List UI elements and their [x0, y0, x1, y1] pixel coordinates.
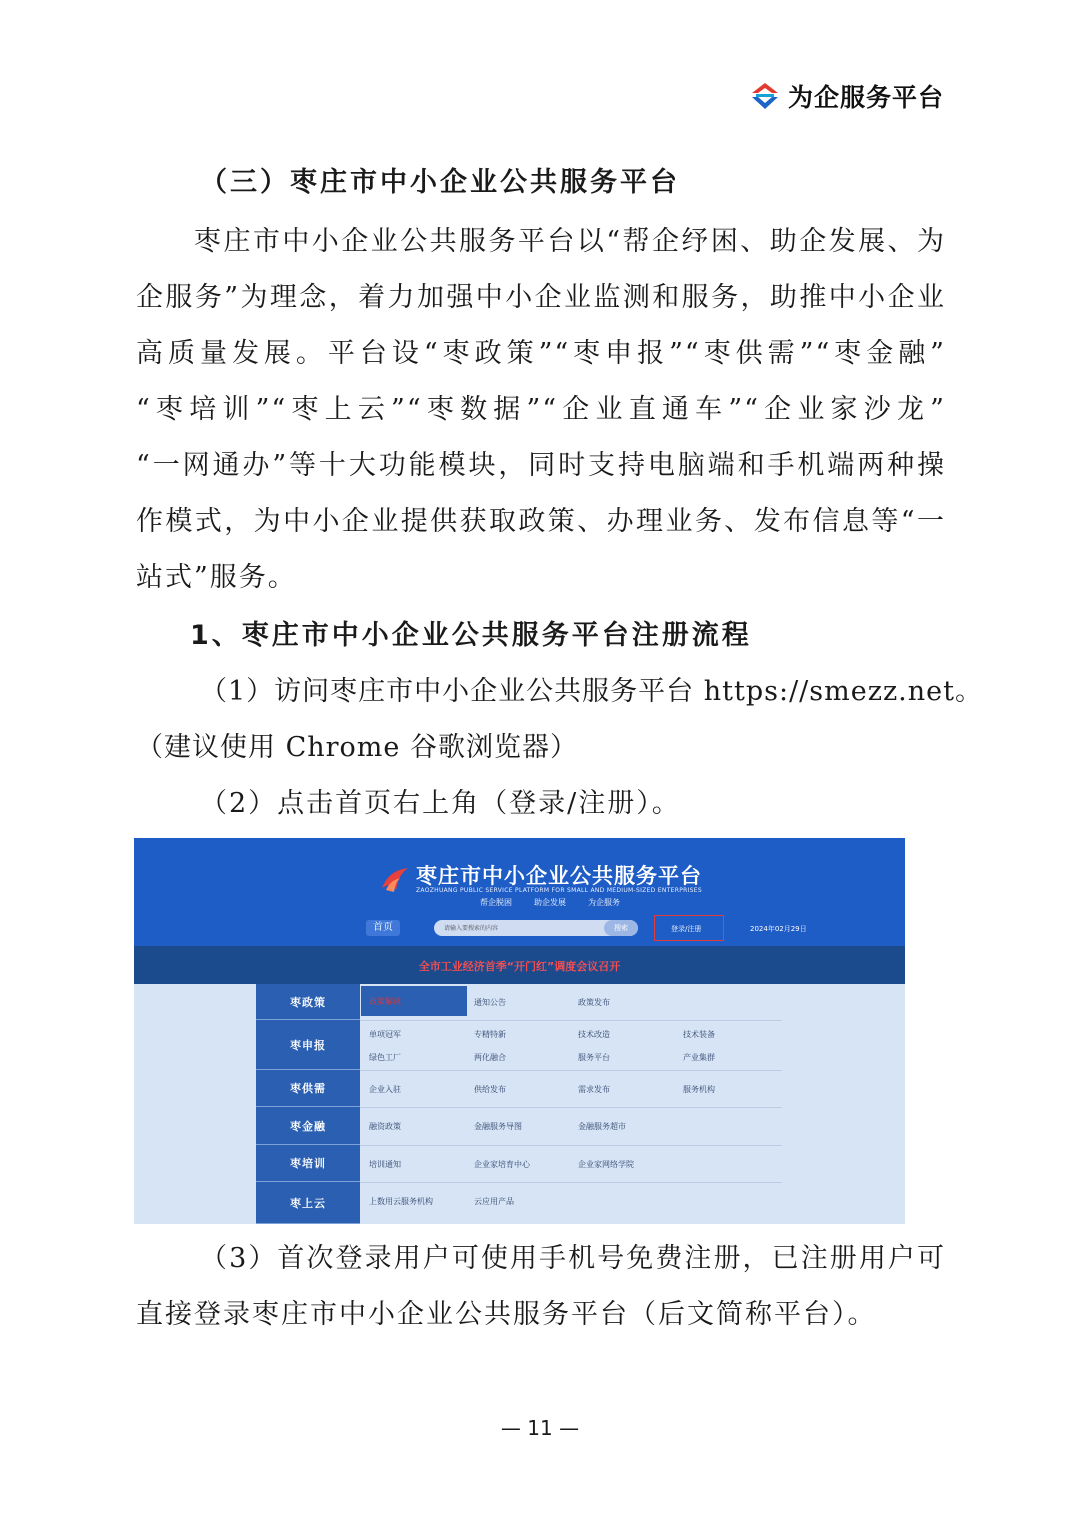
- module-category[interactable]: 枣供需: [256, 1070, 360, 1107]
- module-row: [256, 1145, 782, 1183]
- menu-item[interactable]: 技术改造: [578, 1030, 610, 1039]
- menu-item[interactable]: 单项冠军: [369, 1030, 401, 1039]
- site-header: [134, 838, 905, 946]
- paragraph-line: “枣培训”“枣上云”“枣数据”“企业直通车”“企业家沙龙”: [136, 394, 946, 425]
- site-slogans: [480, 897, 620, 908]
- module-menu: [256, 984, 782, 1224]
- module-row: [256, 1107, 782, 1146]
- home-button[interactable]: 首页: [366, 920, 400, 936]
- site-subtitle: ZAOZHUANG PUBLIC SERVICE PLATFORM FOR SMALL AND MEDIUM-SIZED ENTERPRISES: [416, 887, 702, 894]
- paragraph-line: 枣庄市中小企业公共服务平台以“帮企纾困、助企发展、为: [194, 226, 946, 257]
- paragraph-line: 高质量发展。平台设“枣政策”“枣申报”“枣供需”“枣金融”: [136, 338, 946, 369]
- paragraph-line: “一网通办”等十大功能模块，同时支持电脑端和手机端两种操: [136, 450, 946, 481]
- menu-item[interactable]: 金融服务导图: [474, 1122, 522, 1131]
- platform-logo-icon: [748, 79, 782, 113]
- login-register-label: 登录/注册: [671, 925, 702, 933]
- menu-item[interactable]: 通知公告: [474, 998, 506, 1007]
- site-date: 2024年02月29日: [750, 925, 807, 933]
- module-category[interactable]: 枣申报: [256, 1020, 360, 1070]
- active-menu-item[interactable]: [361, 986, 467, 1016]
- paragraph-line: 作模式，为中小企业提供获取政策、办理业务、发布信息等“一: [136, 506, 946, 537]
- menu-item[interactable]: 企业家网络学院: [578, 1160, 634, 1169]
- module-category[interactable]: 枣培训: [256, 1145, 360, 1182]
- module-row: [256, 1182, 782, 1224]
- news-banner[interactable]: [134, 946, 905, 984]
- login-register-button[interactable]: [654, 915, 724, 941]
- platform-screenshot: [134, 838, 905, 1224]
- menu-item[interactable]: 绿色工厂: [369, 1053, 401, 1062]
- page-number: — 11 —: [500, 1416, 580, 1440]
- search-button[interactable]: 搜索: [604, 920, 638, 936]
- site-title: 枣庄市中小企业公共服务平台: [416, 864, 702, 888]
- paragraph-line: 企服务”为理念，着力加强中小企业监测和服务，助推中小企业: [136, 282, 946, 313]
- menu-item[interactable]: 服务机构: [683, 1085, 715, 1094]
- search-input[interactable]: [434, 920, 638, 936]
- menu-item[interactable]: 培训通知: [369, 1160, 401, 1169]
- module-row: [256, 1020, 782, 1071]
- menu-item[interactable]: 两化融合: [474, 1053, 506, 1062]
- site-logo-icon: [380, 864, 410, 894]
- step-1-note: （建议使用 Chrome 谷歌浏览器）: [136, 732, 578, 763]
- module-category[interactable]: 枣上云: [256, 1182, 360, 1224]
- menu-item[interactable]: 融资政策: [369, 1122, 401, 1131]
- paragraph-line: 站式”服务。: [136, 562, 297, 593]
- menu-item[interactable]: 企业家培育中心: [474, 1160, 530, 1169]
- menu-item[interactable]: 需求发布: [578, 1085, 610, 1094]
- menu-item[interactable]: 技术装备: [683, 1030, 715, 1039]
- step-3-continuation: 直接登录枣庄市中小企业公共服务平台（后文简称平台）。: [136, 1299, 877, 1330]
- menu-item[interactable]: 企业入驻: [369, 1085, 401, 1094]
- menu-item[interactable]: 专精特新: [474, 1030, 506, 1039]
- menu-item[interactable]: 服务平台: [578, 1053, 610, 1062]
- slogan: 帮企脱困: [480, 898, 512, 907]
- step-1-line: （1）访问枣庄市中小企业公共服务平台 https://smezz.net。: [200, 676, 983, 707]
- module-row: [256, 984, 782, 1021]
- menu-item[interactable]: 供给发布: [474, 1085, 506, 1094]
- menu-item[interactable]: 政策发布: [578, 998, 610, 1007]
- news-headline: 全市工业经济首季“开门红”调度会议召开: [418, 960, 621, 973]
- module-category[interactable]: 枣金融: [256, 1107, 360, 1145]
- menu-item[interactable]: 云应用产品: [474, 1197, 514, 1206]
- module-row: [256, 1070, 782, 1108]
- step-3-line: [200, 1241, 946, 1277]
- menu-item[interactable]: 上数用云服务机构: [369, 1197, 433, 1206]
- subsection-heading: 1、枣庄市中小企业公共服务平台注册流程: [190, 620, 752, 651]
- step-2-line: （2）点击首页右上角（登录/注册）。: [200, 788, 681, 819]
- menu-item[interactable]: 产业集群: [683, 1053, 715, 1062]
- search-placeholder: 请输入要搜索的内容: [444, 925, 499, 932]
- brand-name: 为企服务平台: [788, 83, 945, 112]
- step-3-text: （3）首次登录用户可使用手机号免费注册，已注册用户可: [200, 1243, 946, 1274]
- slogan: 助企发展: [534, 898, 566, 907]
- menu-item[interactable]: 金融服务超市: [578, 1122, 626, 1131]
- menu-item: 政策解读: [369, 997, 401, 1006]
- slogan: 为企服务: [588, 898, 620, 907]
- module-category[interactable]: 枣政策: [256, 984, 360, 1020]
- brand-header: [748, 76, 944, 116]
- section-heading: （三）枣庄市中小企业公共服务平台: [200, 167, 680, 198]
